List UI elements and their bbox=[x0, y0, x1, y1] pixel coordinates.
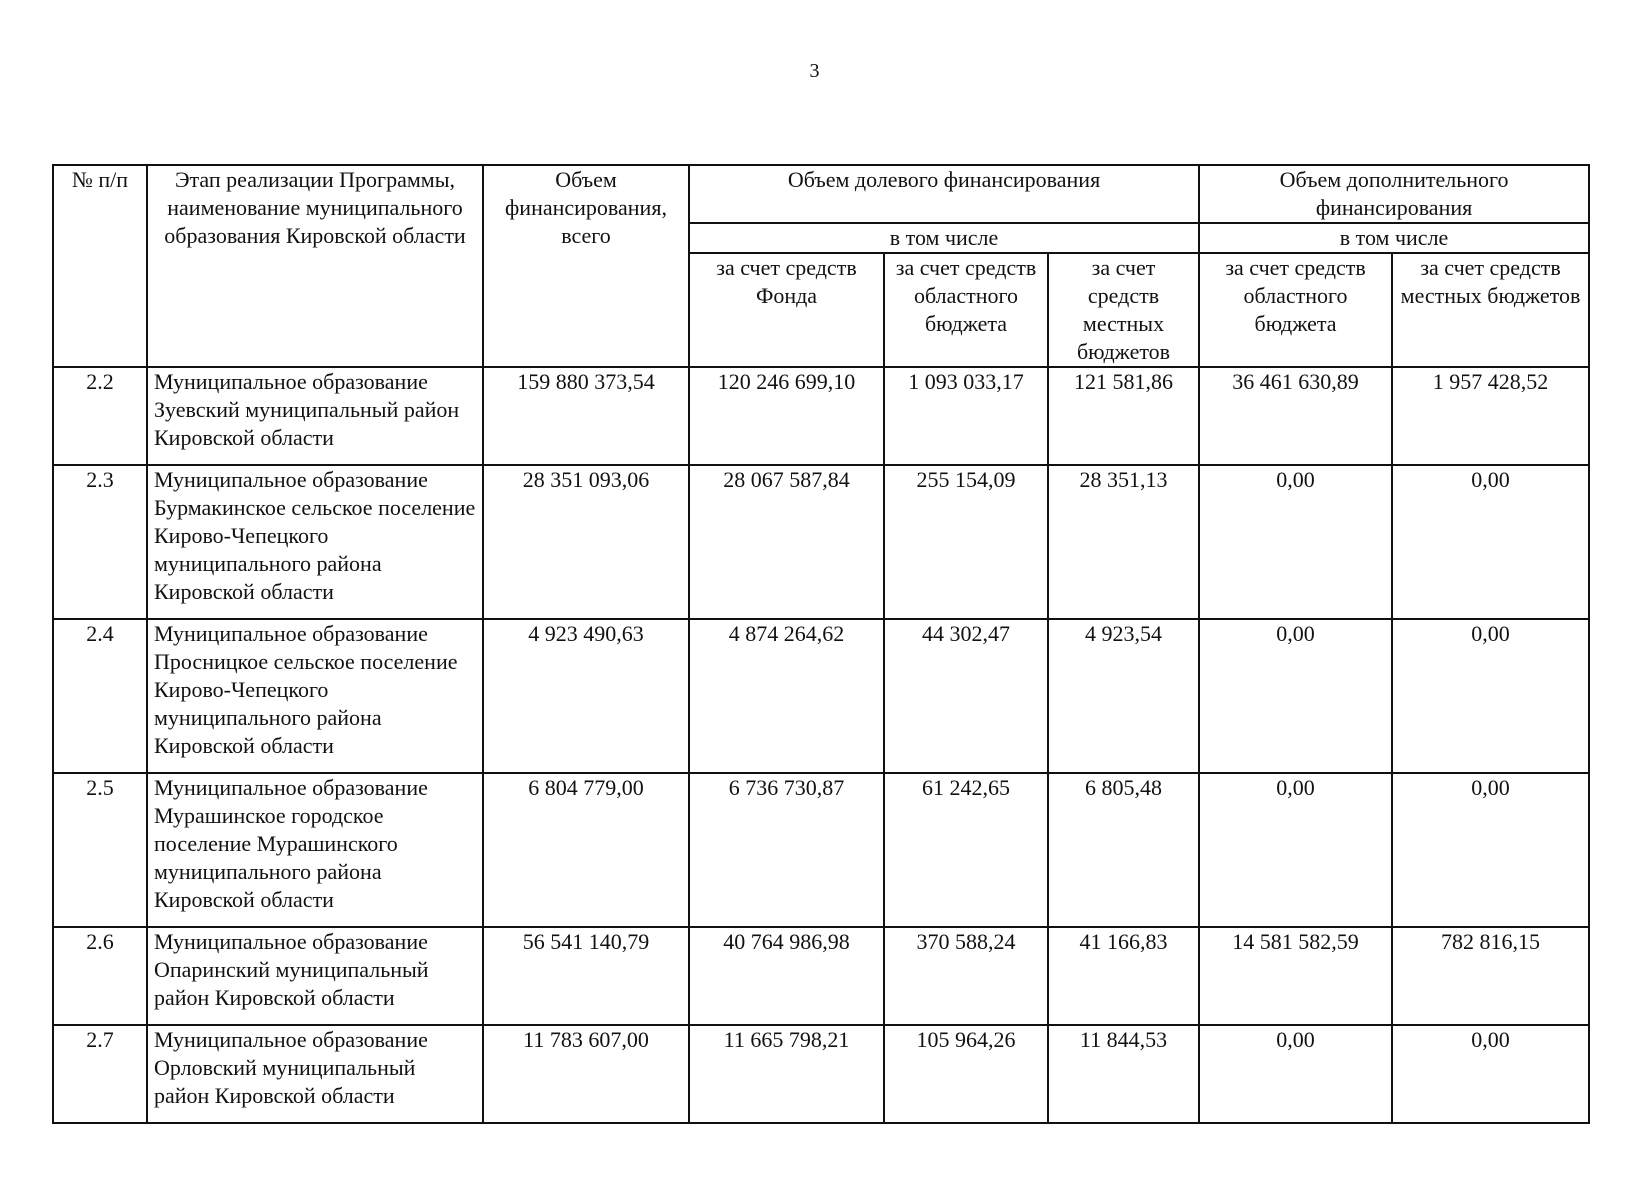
row-name: Муниципальное образование Мурашинское городское поселение Мурашинского муниципального района Кировской области bbox=[147, 773, 483, 927]
row-local: 4 923,54 bbox=[1048, 619, 1199, 773]
row-add-local: 0,00 bbox=[1392, 1025, 1589, 1123]
row-regional: 44 302,47 bbox=[884, 619, 1048, 773]
row-add-local: 0,00 bbox=[1392, 465, 1589, 619]
row-fund: 6 736 730,87 bbox=[689, 773, 884, 927]
row-fund: 28 067 587,84 bbox=[689, 465, 884, 619]
table-row bbox=[53, 773, 1589, 927]
header-add-regional: за счет средств областного бюджета bbox=[1199, 253, 1392, 367]
row-total: 6 804 779,00 bbox=[483, 773, 689, 927]
row-fund: 40 764 986,98 bbox=[689, 927, 884, 1025]
row-name: Муниципальное образование Просницкое сельское поселение Кирово-Чепецкого муниципального района Кировской области bbox=[147, 619, 483, 773]
row-add-local: 0,00 bbox=[1392, 619, 1589, 773]
row-total: 159 880 373,54 bbox=[483, 367, 689, 465]
row-regional: 255 154,09 bbox=[884, 465, 1048, 619]
row-local: 28 351,13 bbox=[1048, 465, 1199, 619]
row-local: 11 844,53 bbox=[1048, 1025, 1199, 1123]
header-additional-including: в том числе bbox=[1199, 223, 1589, 253]
row-local: 121 581,86 bbox=[1048, 367, 1199, 465]
header-num: № п/п bbox=[53, 165, 147, 367]
row-num: 2.6 bbox=[53, 927, 147, 1025]
header-add-local: за счет средств местных бюджетов bbox=[1392, 253, 1589, 367]
row-name: Муниципальное образование Зуевский муниципальный район Кировской области bbox=[147, 367, 483, 465]
row-total: 56 541 140,79 bbox=[483, 927, 689, 1025]
header-fund: за счет средств Фонда bbox=[689, 253, 884, 367]
row-add-local: 782 816,15 bbox=[1392, 927, 1589, 1025]
row-num: 2.2 bbox=[53, 367, 147, 465]
row-name: Муниципальное образование Опаринский муниципальный район Кировской области bbox=[147, 927, 483, 1025]
row-fund: 120 246 699,10 bbox=[689, 367, 884, 465]
row-add-regional: 36 461 630,89 bbox=[1199, 367, 1392, 465]
page-number: 3 bbox=[809, 60, 820, 82]
row-add-regional: 0,00 bbox=[1199, 773, 1392, 927]
row-num: 2.5 bbox=[53, 773, 147, 927]
row-add-local: 0,00 bbox=[1392, 773, 1589, 927]
row-total: 28 351 093,06 bbox=[483, 465, 689, 619]
table-row bbox=[53, 619, 1589, 773]
row-regional: 1 093 033,17 bbox=[884, 367, 1048, 465]
header-total: Объем финансирования, всего bbox=[483, 165, 689, 367]
financing-table bbox=[52, 164, 1590, 1124]
row-add-regional: 0,00 bbox=[1199, 619, 1392, 773]
table-row bbox=[53, 465, 1589, 619]
header-shared-including: в том числе bbox=[689, 223, 1199, 253]
row-total: 11 783 607,00 bbox=[483, 1025, 689, 1123]
row-num: 2.7 bbox=[53, 1025, 147, 1123]
row-add-regional: 14 581 582,59 bbox=[1199, 927, 1392, 1025]
row-regional: 370 588,24 bbox=[884, 927, 1048, 1025]
row-local: 6 805,48 bbox=[1048, 773, 1199, 927]
row-num: 2.3 bbox=[53, 465, 147, 619]
row-total: 4 923 490,63 bbox=[483, 619, 689, 773]
table-row bbox=[53, 1025, 1589, 1123]
row-local: 41 166,83 bbox=[1048, 927, 1199, 1025]
row-regional: 105 964,26 bbox=[884, 1025, 1048, 1123]
header-additional-financing: Объем дополнительного финансирования bbox=[1199, 165, 1589, 223]
header-shared-financing: Объем долевого финансирования bbox=[689, 165, 1199, 223]
header-local: за счет средств местных бюджетов bbox=[1048, 253, 1199, 367]
header-regional: за счет средств областного бюджета bbox=[884, 253, 1048, 367]
table-row bbox=[53, 927, 1589, 1025]
row-add-regional: 0,00 bbox=[1199, 465, 1392, 619]
row-add-local: 1 957 428,52 bbox=[1392, 367, 1589, 465]
row-num: 2.4 bbox=[53, 619, 147, 773]
row-fund: 11 665 798,21 bbox=[689, 1025, 884, 1123]
row-regional: 61 242,65 bbox=[884, 773, 1048, 927]
table-row bbox=[53, 367, 1589, 465]
row-name: Муниципальное образование Орловский муниципальный район Кировской области bbox=[147, 1025, 483, 1123]
row-fund: 4 874 264,62 bbox=[689, 619, 884, 773]
header-stage: Этап реализации Программы, наименование муниципального образования Кировской области bbox=[147, 165, 483, 367]
row-add-regional: 0,00 bbox=[1199, 1025, 1392, 1123]
row-name: Муниципальное образование Бурмакинское сельское поселение Кирово-Чепецкого муниципального района Кировской области bbox=[147, 465, 483, 619]
